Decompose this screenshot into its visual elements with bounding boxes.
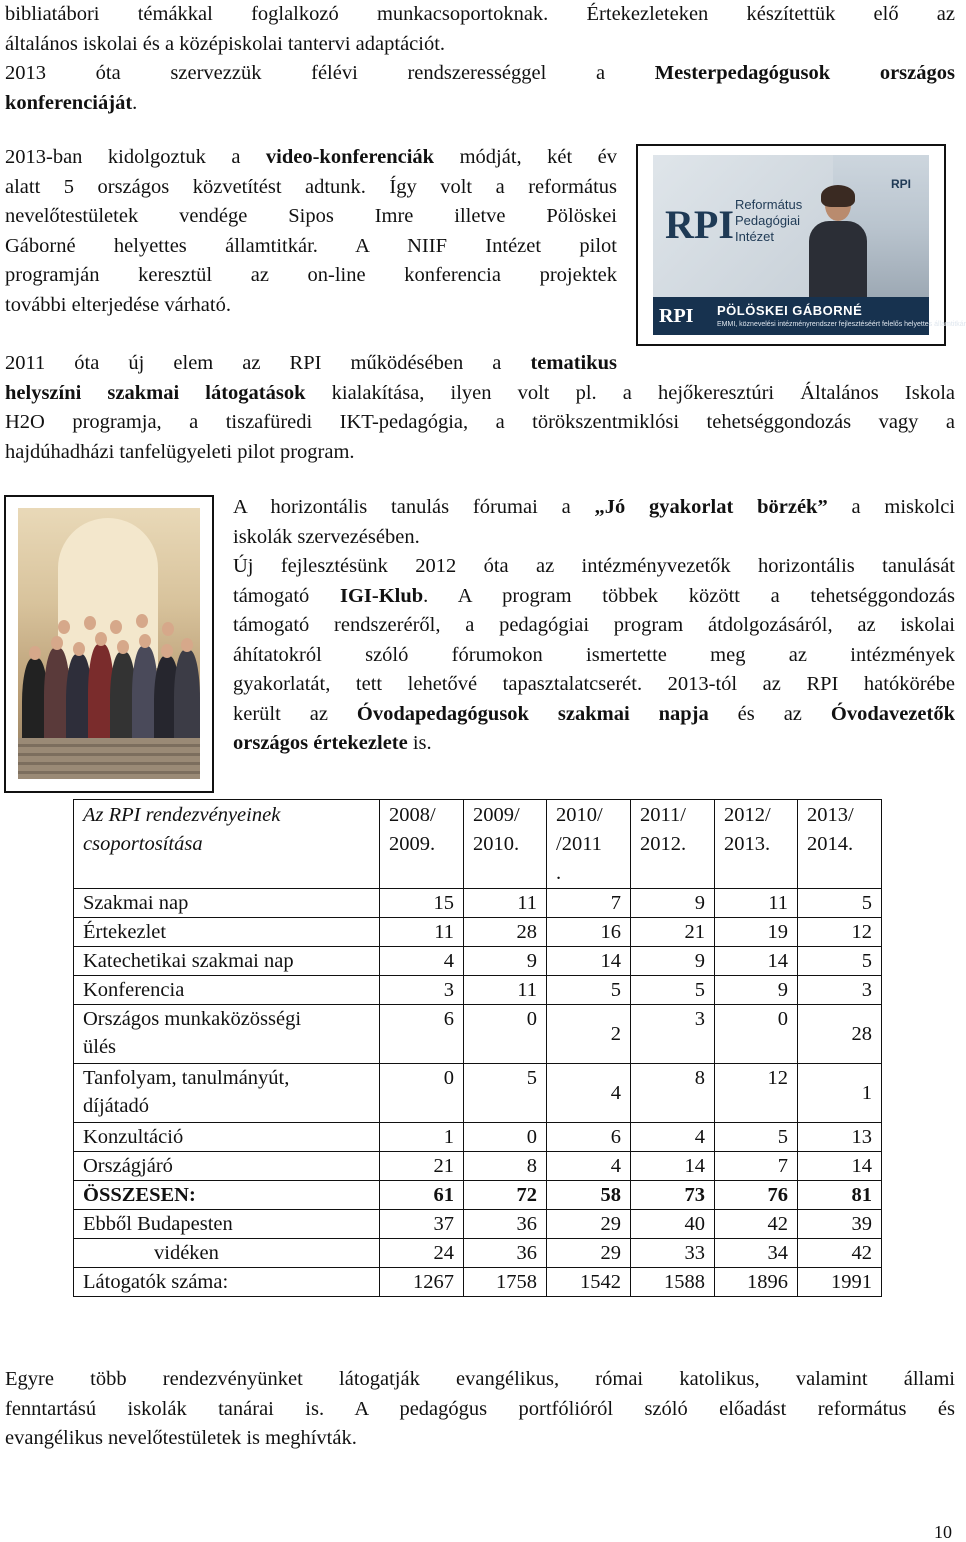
speaker-figure <box>803 189 873 299</box>
table-cell: 36 <box>464 1239 547 1268</box>
events-statistics-table <box>73 799 882 1297</box>
speaker-photo-image <box>653 155 966 335</box>
table-cell: 4 <box>631 1123 715 1152</box>
table-cell: 40 <box>631 1210 715 1239</box>
intro-line-conference-end: konferenciáját. <box>5 91 138 114</box>
table-cell: 1896 <box>715 1268 798 1297</box>
table-cell: 14 <box>631 1152 715 1181</box>
table-cell: 81 <box>798 1181 882 1210</box>
table-cell: 29 <box>547 1239 631 1268</box>
table-cell: 37 <box>380 1210 464 1239</box>
table-cell: 2 <box>547 1005 631 1064</box>
table-cell: 28 <box>464 918 547 947</box>
video-line: alatt 5 országos közvetítést adtunk. Így volt a református <box>5 175 617 198</box>
table-cell: 33 <box>631 1239 715 1268</box>
table-cell: 28 <box>798 1005 882 1064</box>
table-cell: 1542 <box>547 1268 631 1297</box>
table-cell: 5 <box>547 976 631 1005</box>
video-conference-paragraph <box>5 143 617 320</box>
horizontal-learning-paragraph <box>233 493 955 759</box>
table-cell: 1267 <box>380 1268 464 1297</box>
closing-line: fenntartású iskolák tanárai is. A pedagógus portfólióról szóló előadást református és <box>5 1397 955 1420</box>
table-cell: 1758 <box>464 1268 547 1297</box>
table-cell: 5 <box>798 889 882 918</box>
table-cell: 15 <box>380 889 464 918</box>
table-cell: 9 <box>715 976 798 1005</box>
table-cell: 5 <box>464 1064 547 1123</box>
thematic-line: H2O programja, a tiszafüredi IKT-pedagógia, a törökszentmiklósi tehetséggondozás vagy a <box>5 411 955 433</box>
table-cell: 9 <box>464 947 547 976</box>
table-cell: 39 <box>798 1210 882 1239</box>
table-row <box>74 889 882 918</box>
table-cell: 5 <box>798 947 882 976</box>
table-cell: 0 <box>464 1123 547 1152</box>
table-cell: 6 <box>547 1123 631 1152</box>
closing-paragraph <box>5 1365 955 1454</box>
closing-line: evangélikus nevelőtestületek is meghívták. <box>5 1427 357 1449</box>
table-row <box>74 918 882 947</box>
table-header-label: Az RPI rendezvényeinek csoportosítása <box>74 800 380 889</box>
caption-bar-logo: RPI <box>659 305 694 327</box>
table-cell: 61 <box>380 1181 464 1210</box>
video-line: további elterjedése várható. <box>5 293 231 316</box>
group-photo <box>4 495 214 793</box>
video-line: nevelőtestületek vendége Sipos Imre illetve Pölöskei <box>5 205 617 227</box>
year-header: 2010/ /2011 . <box>547 800 631 889</box>
table-cell: 9 <box>631 889 715 918</box>
group-photo-image <box>18 508 200 779</box>
thematic-line: hajdúhadházi tanfelügyeleti pilot program. <box>5 440 355 463</box>
thematic-paragraph <box>5 349 955 467</box>
year-header: 2012/ 2013. <box>715 800 798 889</box>
intro-paragraph <box>5 0 955 118</box>
table-cell: 4 <box>380 947 464 976</box>
year-header: 2011/ 2012. <box>631 800 715 889</box>
table-row <box>74 1064 882 1123</box>
row-label: Értekezlet <box>74 918 380 947</box>
table-cell: 14 <box>798 1152 882 1181</box>
table-row <box>74 1210 882 1239</box>
table-cell: 21 <box>631 918 715 947</box>
table-cell: 1588 <box>631 1268 715 1297</box>
table-cell: 11 <box>715 889 798 918</box>
table-cell: 16 <box>547 918 631 947</box>
horizontal-line: iskolák szervezésében. <box>233 525 420 548</box>
table-cell: 4 <box>547 1064 631 1123</box>
speaker-photo <box>636 144 966 346</box>
table-cell: 0 <box>464 1005 547 1064</box>
table-cell: 11 <box>464 976 547 1005</box>
horizontal-line: Új fejlesztésünk 2012 óta az intézményvezetők horizontális tanulását <box>233 555 955 577</box>
table-cell: 73 <box>631 1181 715 1210</box>
rpi-logo: RPI <box>665 202 734 247</box>
intro-line: általános iskolai és a középiskolai tantervi adaptációt. <box>5 32 446 55</box>
row-label: Konzultáció <box>74 1123 380 1152</box>
table-cell: 14 <box>547 947 631 976</box>
table-row <box>74 1152 882 1181</box>
row-label: Látogatók száma: <box>74 1268 380 1297</box>
row-label: Szakmai nap <box>74 889 380 918</box>
table-cell: 1 <box>380 1123 464 1152</box>
rpi-logo-subtitle: Református Pedagógiai Intézet <box>735 197 803 244</box>
table-cell: 7 <box>547 889 631 918</box>
thematic-line: 2011 óta új elem az RPI működésében a tematikus <box>5 352 617 374</box>
table-cell: 5 <box>631 976 715 1005</box>
table-cell: 3 <box>380 976 464 1005</box>
row-label: Konferencia <box>74 976 380 1005</box>
table-cell: 9 <box>631 947 715 976</box>
table-row <box>74 1005 882 1064</box>
horizontal-line: áhítatokról szóló fórumokon ismertette meg az intézmények <box>233 643 955 666</box>
table-cell: 5 <box>715 1123 798 1152</box>
row-label: Ebből Budapesten <box>74 1210 380 1239</box>
table-row <box>74 976 882 1005</box>
year-header: 2013/ 2014. <box>798 800 882 889</box>
table-cell: 8 <box>631 1064 715 1123</box>
table-cell: 8 <box>464 1152 547 1181</box>
horizontal-line: gyakorlatát, tett lehetővé tapasztalatcserét. 2013-tól az RPI hatókörébe <box>233 673 955 695</box>
row-label: Tanfolyam, tanulmányút, díjátadó <box>74 1064 380 1123</box>
table-cell: 11 <box>380 918 464 947</box>
intro-line-conference: 2013 óta szervezzük félévi rendszerességgel a Mesterpedagógusok országos <box>5 62 955 84</box>
row-label: Katechetikai szakmai nap <box>74 947 380 976</box>
table-cell: 12 <box>798 918 882 947</box>
row-label: vidéken <box>74 1239 380 1268</box>
table-cell: 34 <box>715 1239 798 1268</box>
table-header-row <box>74 800 882 889</box>
video-line: programján keresztül az on-line konferencia projektek <box>5 264 617 286</box>
table-cell: 42 <box>715 1210 798 1239</box>
mesterpedagogus-highlight: Mesterpedagógusok országos <box>654 62 955 84</box>
table-cell: 19 <box>715 918 798 947</box>
speaker-name: PÖLÖSKEI GÁBORNÉ <box>717 303 863 318</box>
horizontal-line: került az Óvodapedagógusok szakmai napja és az Óvodavezetők <box>233 702 955 725</box>
horizontal-line: A horizontális tanulás fórumai a „Jó gyakorlat börzék” a miskolci <box>233 496 955 518</box>
table-row <box>74 1268 882 1297</box>
table-cell: 14 <box>715 947 798 976</box>
table-cell: 0 <box>380 1064 464 1123</box>
horizontal-line: országos értekezlete is. <box>233 732 432 754</box>
horizontal-line: támogató IGI-Klub. A program többek között a tehetséggondozás <box>233 584 955 607</box>
table-cell: 29 <box>547 1210 631 1239</box>
table-cell: 3 <box>798 976 882 1005</box>
table-cell: 58 <box>547 1181 631 1210</box>
table-cell: 21 <box>380 1152 464 1181</box>
table-cell: 7 <box>715 1152 798 1181</box>
table-cell: 6 <box>380 1005 464 1064</box>
speaker-role: EMMI, köznevelési intézményrendszer fejlesztéséért felelős helyettes államtitkár <box>717 321 966 328</box>
table-cell: 36 <box>464 1210 547 1239</box>
table-cell: 13 <box>798 1123 882 1152</box>
table-row-total <box>74 1181 882 1210</box>
table-cell: 76 <box>715 1181 798 1210</box>
closing-line: Egyre több rendezvényünket látogatják evangélikus, római katolikus, valamint állami <box>5 1368 955 1390</box>
caption-bar <box>653 297 966 335</box>
intro-line: bibliatábori témákkal foglalkozó munkacsoportoknak. Értekezleteken készítettük elő az <box>5 3 955 25</box>
table-cell: 0 <box>715 1005 798 1064</box>
table-cell: 42 <box>798 1239 882 1268</box>
table-cell: 4 <box>547 1152 631 1181</box>
table-row <box>74 1239 882 1268</box>
rpi-corner-logo: RPI <box>891 177 912 191</box>
horizontal-line: támogató rendszeréről, a pedagógiai program átdolgozásáról, az iskolai <box>233 614 955 636</box>
table-cell: 1991 <box>798 1268 882 1297</box>
row-label: Országos munkaközösségi ülés <box>74 1005 380 1064</box>
video-line: Gáborné helyettes államtitkár. A NIIF Intézet pilot <box>5 234 617 257</box>
thematic-line: helyszíni szakmai látogatások kialakítása, ilyen volt pl. a hejőkeresztúri Általános Iskola <box>5 381 955 404</box>
video-line: 2013-ban kidolgoztuk a video-konferenciák módját, két év <box>5 146 617 168</box>
table-cell: 72 <box>464 1181 547 1210</box>
row-label: ÖSSZESEN: <box>74 1181 380 1210</box>
row-label: Országjáró <box>74 1152 380 1181</box>
year-header: 2008/ 2009. <box>380 800 464 889</box>
table-cell: 3 <box>631 1005 715 1064</box>
year-header: 2009/ 2010. <box>464 800 547 889</box>
table-cell: 24 <box>380 1239 464 1268</box>
table-cell: 12 <box>715 1064 798 1123</box>
table-row <box>74 1123 882 1152</box>
table-cell: 11 <box>464 889 547 918</box>
table-row <box>74 947 882 976</box>
table-cell: 1 <box>798 1064 882 1123</box>
page-number: 10 <box>934 1522 952 1542</box>
